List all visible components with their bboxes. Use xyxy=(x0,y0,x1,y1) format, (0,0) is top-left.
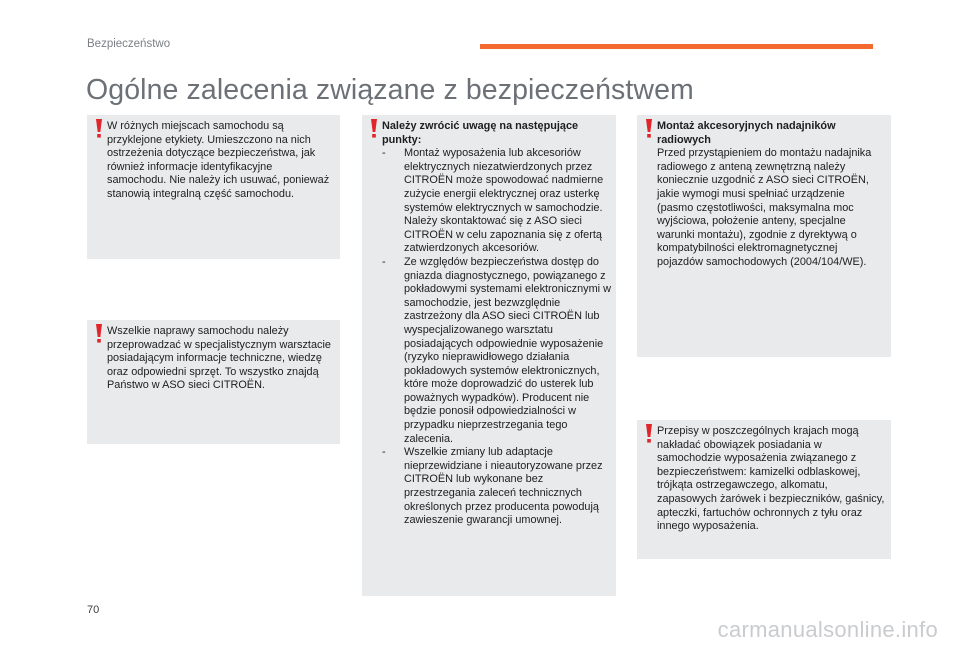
transmitters-heading: Montaż akcesoryjnych nadajników radiowych xyxy=(657,120,836,146)
labels-text: W różnych miejscach samochodu są przyklejone etykiety. Umieszczono na nich ostrzeżenia dotyczące bezpieczeństwa, jak również informacje identyfikacyjne samochodu. Nie należy ich usuwać, ponieważ stanowią integralną część samochodu. xyxy=(107,120,330,200)
exclamation-icon xyxy=(369,119,379,139)
list-item-text: Ze względów bezpieczeństwa dostęp do gniazda diagnostycznego, powiązanego z pokładowymi systemami elektronicznymi w samochodzie, jest bezwzględnie zastrzeżony dla ASO sieci CITROËN lub wyspecjalizowanego warsztatu posiadających odpowiednie wyposażenie (ryzyko nieprawidłowego działania pokładowych systemów elektronicznych, które może doprowadzić do usterek lub poważnych wypadków). Producent nie będzie ponosił odpowiedzialności w przypadku nieprzestrzegania tego zalecenia. xyxy=(404,255,611,445)
accessories-heading: Należy zwrócić uwagę na następujące punkty: xyxy=(382,120,579,146)
watermark: carmanualsonline.info xyxy=(717,617,938,642)
exclamation-icon xyxy=(94,119,104,139)
exclamation-icon xyxy=(94,324,104,344)
exclamation-icon xyxy=(644,424,654,444)
exclamation-icon xyxy=(644,119,654,139)
list-item: - Wszelkie zmiany lub adaptacje nieprzewidziane i nieautoryzowane przez CITROËN lub wykonane bez przestrzegania zaleceń technicznych określonych przez producenta powodują zawieszenie gwarancji umownej. xyxy=(382,446,603,527)
list-item: - Ze względów bezpieczeństwa dostęp do gniazda diagnostycznego, powiązanego z pokładowymi systemami elektronicznymi w samochodzie, jest bezwzględnie zastrzeżony dla ASO sieci CITROËN lub wyspecjalizowanego warsztatu posiadających odpowiednie wyposażenie (ryzyko nieprawidłowego działania pokładowych systemów elektronicznych, które może doprowadzić do usterek lub poważnych wypadków). Producent nie będzie ponosił odpowiedzialności w przypadku nieprzestrzegania tego zalecenia. xyxy=(382,255,611,445)
list-item-text: Montaż wyposażenia lub akcesoriów elektrycznych niezatwierdzonych przez CITROËN może spowodować nadmierne zużycie energii elektrycznej oraz usterkę systemów elektrycznych w samochodzie. Należy skontaktować się z ASO sieci CITROËN w celu zapoznania się z ofertą zatwierdzonych akcesoriów. xyxy=(404,147,604,255)
accessories-list xyxy=(382,147,612,528)
repairs-text: Wszelkie naprawy samochodu należy przeprowadzać w specjalistycznym warsztacie posiadającym informacje techniczne, wiedzę oraz odpowiedni sprzęt. To wszystko znajdą Państwo w ASO sieci CITROËN. xyxy=(107,325,331,392)
transmitters-warning-box xyxy=(637,115,891,357)
repairs-warning-box xyxy=(87,320,340,444)
page-title: Ogólne zalecenia związane z bezpieczeństwem xyxy=(86,74,694,106)
labels-warning-box xyxy=(87,115,340,259)
page-number: 70 xyxy=(87,604,100,616)
regulations-warning-box xyxy=(637,420,891,559)
list-item-text: Wszelkie zmiany lub adaptacje nieprzewidziane i nieautoryzowane przez CITROËN lub wykonane bez przestrzegania zaleceń technicznych określonych przez producenta powodują zawieszenie gwarancji umownej. xyxy=(404,446,603,527)
list-item: - Montaż wyposażenia lub akcesoriów elektrycznych niezatwierdzonych przez CITROËN może spowodować nadmierne zużycie energii elektrycznej oraz usterkę systemów elektrycznych w samochodzie. Należy skontaktować się z ASO sieci CITROËN w celu zapoznania się z ofertą zatwierdzonych akcesoriów. xyxy=(382,147,604,255)
regulations-text: Przepisy w poszczególnych krajach mogą nakładać obowiązek posiadania w samochodzie wyposażenia związanego z bezpieczeństwem: kamizelki odblaskowej, trójkąta ostrzegawczego, alkomatu, zapasowych żarówek i bezpieczników, gaśnicy, apteczki, fartuchów ochronnych z tyłu oraz innego wyposażenia. xyxy=(657,425,885,533)
transmitters-text: Przed przystąpieniem do montażu nadajnika radiowego z anteną zewnętrzną należy koniecznie uzgodnić z ASO sieci CITROËN, jakie wymogi musi spełniać urządzenie (pasmo częstotliwości, maksymalna moc wyjściowa, położenie anteny, specjalne warunki montażu), zgodnie z dyrektywą o kompatybilności elektromagnetycznej pojazdów samochodowych (2004/104/WE). xyxy=(657,147,872,268)
accent-bar xyxy=(480,44,873,49)
accessories-warning-box xyxy=(362,115,616,596)
section-label: Bezpieczeństwo xyxy=(87,38,171,50)
